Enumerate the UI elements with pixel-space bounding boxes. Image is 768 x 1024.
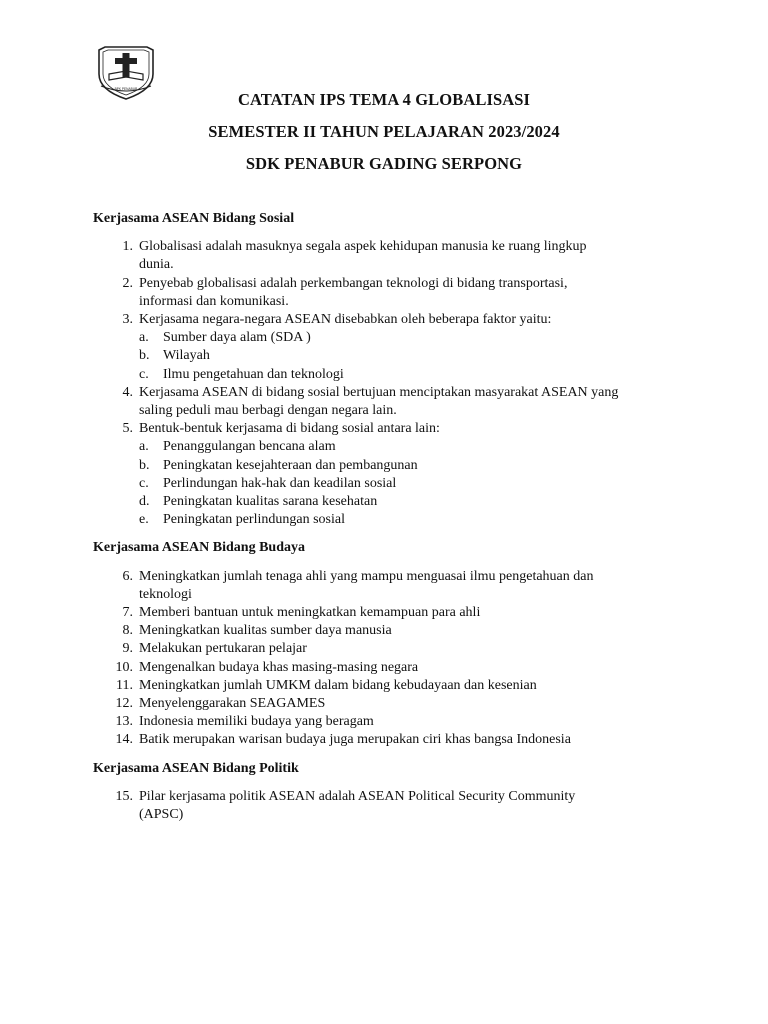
sub-item-text: Penanggulangan bencana alam: [163, 439, 336, 455]
item-text: Penyebab globalisasi adalah perkembangan teknologi di bidang transportasi,: [139, 275, 568, 291]
sub-item-text: Peningkatan perlindungan sosial: [163, 512, 345, 528]
sub-item-text: Wilayah: [163, 348, 210, 364]
sub-item-text: Ilmu pengetahuan dan teknologi: [163, 366, 344, 382]
item-number: 10.: [115, 659, 133, 675]
item-number: 5.: [122, 421, 133, 437]
list-item: [93, 568, 693, 604]
item-text: Mengenalkan budaya khas masing-masing negara: [139, 659, 419, 675]
list-item: [93, 788, 693, 824]
sub-list-item: [139, 438, 693, 456]
item-number: 14.: [115, 732, 133, 748]
document-header: [0, 90, 768, 186]
item-number: 11.: [116, 677, 133, 693]
list-item: [93, 384, 693, 420]
item-number: 12.: [115, 696, 133, 712]
sub-item-text: Peningkatan kesejahteraan dan pembangunan: [163, 457, 418, 473]
list-item: [93, 731, 693, 749]
item-text: Globalisasi adalah masuknya segala aspek kehidupan manusia ke ruang lingkup: [139, 239, 587, 255]
item-text-continuation: teknologi: [139, 586, 192, 602]
item-number: 6.: [122, 568, 133, 584]
list-item: [93, 659, 693, 677]
sub-item-text: Peningkatan kualitas sarana kesehatan: [163, 494, 378, 510]
sub-list-item: [139, 366, 693, 384]
sub-item-letter: a.: [139, 330, 149, 346]
item-text-continuation: (APSC): [139, 807, 184, 823]
item-text: Melakukan pertukaran pelajar: [139, 641, 307, 657]
list-item: [93, 677, 693, 695]
sub-list-item: [139, 493, 693, 511]
item-number: 2.: [122, 275, 133, 291]
item-text: Memberi bantuan untuk meningkatkan kemampuan para ahli: [139, 605, 481, 621]
numbered-list-sosial: [93, 238, 693, 529]
sub-list-item: [139, 347, 693, 365]
item-number: 8.: [122, 623, 133, 639]
section-heading-politik: Kerjasama ASEAN Bidang Politik: [93, 760, 299, 776]
sub-item-text: Perlindungan hak-hak dan keadilan sosial: [163, 475, 397, 491]
item-text: Pilar kerjasama politik ASEAN adalah ASEAN Political Security Community: [139, 788, 576, 804]
list-item: [93, 238, 693, 274]
item-text-continuation: dunia.: [139, 257, 174, 273]
sub-list-item: [139, 457, 693, 475]
list-item: [93, 420, 693, 529]
numbered-list-budaya: [93, 568, 693, 750]
sub-item-letter: c.: [139, 475, 149, 491]
numbered-list-politik: [93, 788, 693, 824]
sub-item-letter: b.: [139, 457, 150, 473]
item-text: Meningkatkan jumlah UMKM dalam bidang kebudayaan dan kesenian: [139, 677, 537, 693]
sub-list-item: [139, 511, 693, 529]
crest-banner-text: BPK PENABUR: [114, 87, 138, 91]
item-number: 13.: [115, 714, 133, 730]
sub-list-item: [139, 329, 693, 347]
item-number: 7.: [122, 605, 133, 621]
section-heading-budaya: Kerjasama ASEAN Bidang Budaya: [93, 540, 305, 556]
item-text: Kerjasama negara-negara ASEAN disebabkan oleh beberapa faktor yaitu:: [139, 312, 552, 328]
item-number: 4.: [122, 384, 133, 400]
document-subtitle-semester: SEMESTER II TAHUN PELAJARAN 2023/2024: [208, 122, 560, 141]
sub-item-letter: e.: [139, 512, 149, 528]
sub-item-letter: b.: [139, 348, 150, 364]
section-heading-sosial: Kerjasama ASEAN Bidang Sosial: [93, 211, 295, 226]
list-item: [93, 311, 693, 384]
sub-item-letter: c.: [139, 366, 149, 382]
item-number: 1.: [122, 239, 133, 255]
document-body: [93, 210, 693, 834]
list-item: [93, 713, 693, 731]
list-item: [93, 604, 693, 622]
sub-list-item: [139, 475, 693, 493]
item-text-continuation: saling peduli mau berbagi dengan negara lain.: [139, 403, 397, 419]
item-number: 15.: [115, 788, 133, 804]
sub-item-text: Sumber daya alam (SDA ): [163, 330, 311, 346]
sub-item-letter: d.: [139, 494, 150, 510]
item-number: 3.: [122, 312, 133, 328]
document-title: CATATAN IPS TEMA 4 GLOBALISASI: [237, 90, 531, 109]
item-text: Meningkatkan jumlah tenaga ahli yang mampu menguasai ilmu pengetahuan dan: [139, 568, 594, 584]
list-item: [93, 640, 693, 658]
sub-list: [139, 438, 693, 529]
item-text-continuation: informasi dan komunikasi.: [139, 293, 289, 309]
item-number: 9.: [122, 641, 133, 657]
item-text: Menyelenggarakan SEAGAMES: [139, 696, 326, 712]
item-text: Indonesia memiliki budaya yang beragam: [139, 714, 374, 730]
item-text: Meningkatkan kualitas sumber daya manusia: [139, 623, 392, 639]
sub-item-letter: a.: [139, 439, 149, 455]
sub-list: [139, 329, 693, 384]
document-subtitle-school: SDK PENABUR GADING SERPONG: [245, 154, 523, 173]
list-item: [93, 275, 693, 311]
item-text: Batik merupakan warisan budaya juga merupakan ciri khas bangsa Indonesia: [139, 732, 571, 748]
item-text: Bentuk-bentuk kerjasama di bidang sosial antara lain:: [139, 421, 440, 437]
item-text: Kerjasama ASEAN di bidang sosial bertujuan menciptakan masyarakat ASEAN yang: [139, 384, 619, 400]
list-item: [93, 695, 693, 713]
list-item: [93, 622, 693, 640]
